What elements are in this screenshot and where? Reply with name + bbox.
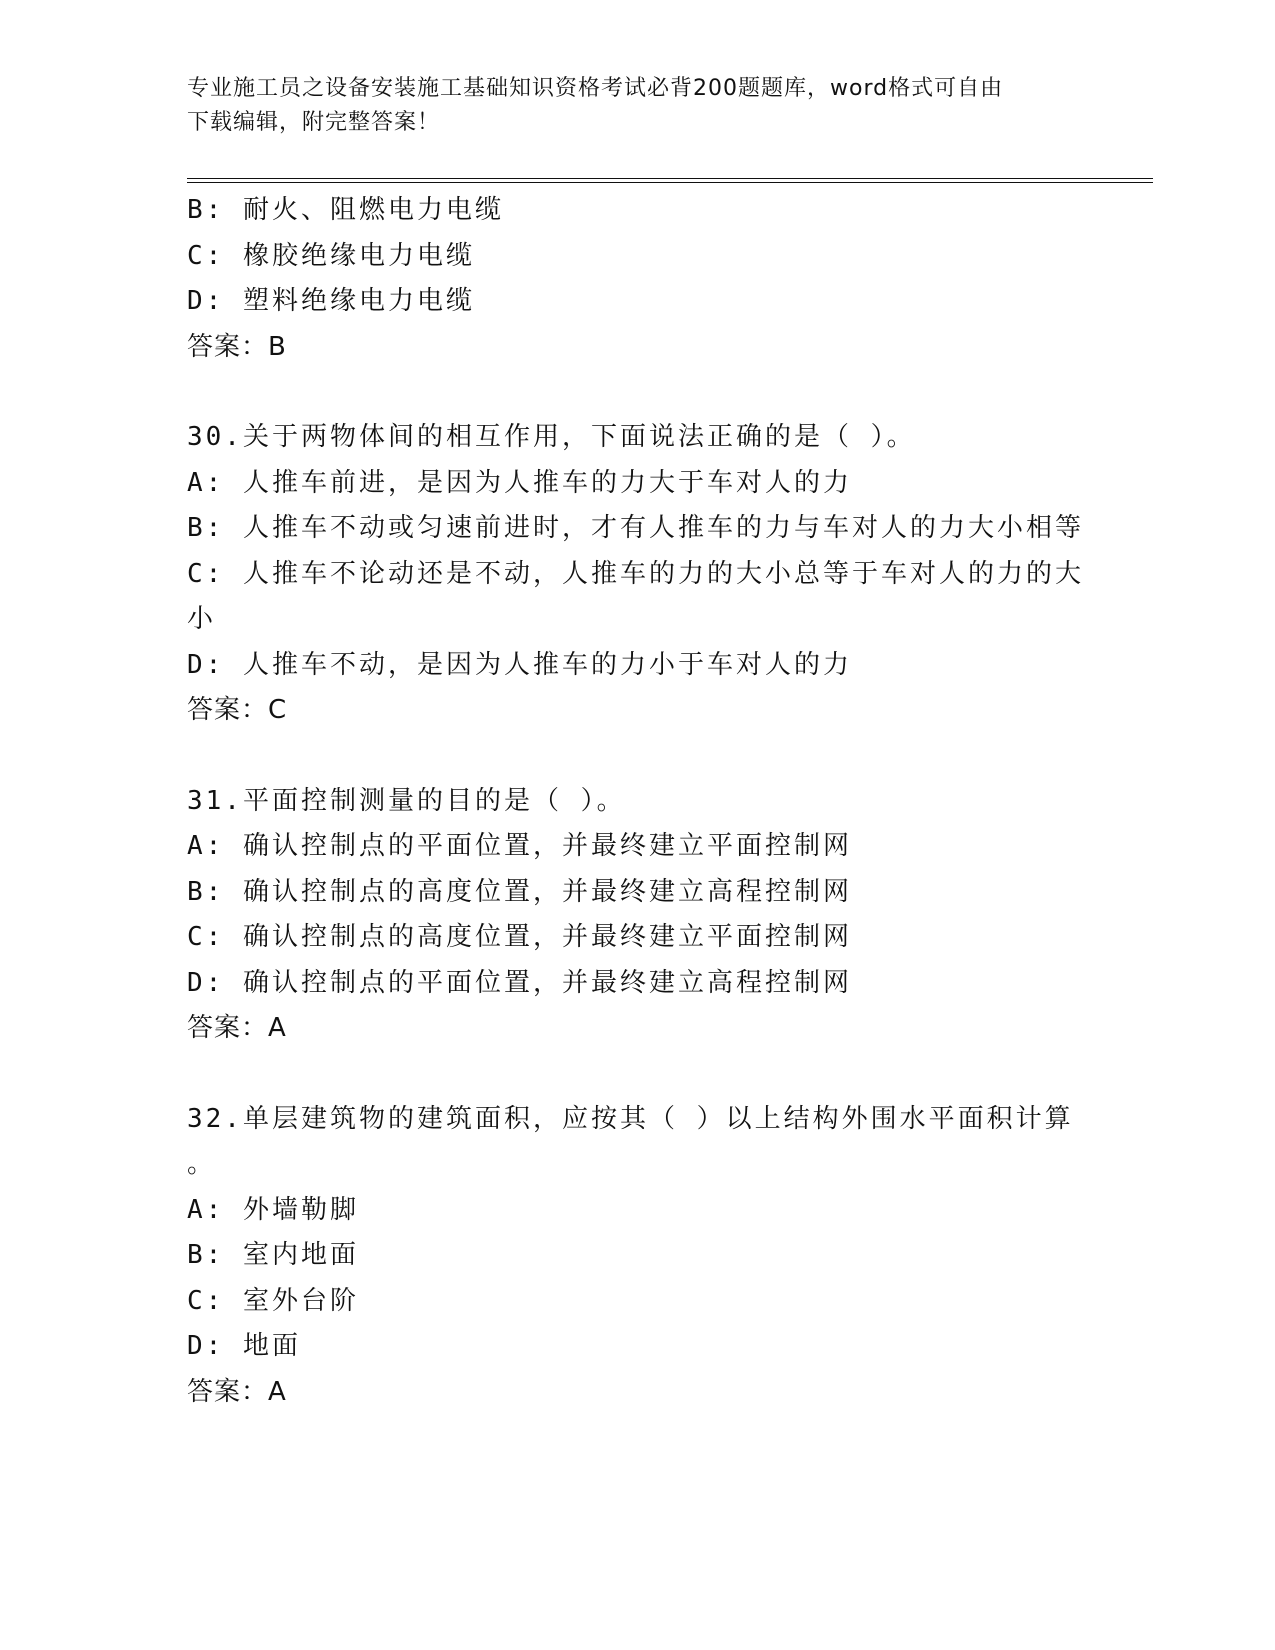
question-stem-continued: 。	[187, 1149, 217, 1179]
answer-label: 答案：B	[187, 331, 287, 362]
header-divider-top	[187, 178, 1153, 179]
option-c: C: 室外台阶	[187, 1285, 359, 1316]
option-d: D: 地面	[187, 1331, 301, 1361]
header-title-line-1: 专业施工员之设备安装施工基础知识资格考试必背200题题库，word格式可自由	[187, 76, 1004, 101]
option-a: A: 外墙勒脚	[187, 1194, 359, 1225]
answer-label: 答案：A	[187, 1376, 287, 1407]
option-c-continued: 小	[187, 604, 217, 634]
option-b: B: 人推车不动或匀速前进时，才有人推车的力与车对人的力大小相等	[187, 513, 1084, 543]
option-d: D: 塑料绝缘电力电缆	[187, 286, 475, 316]
question-block-29	[187, 188, 1087, 370]
option-d: D: 人推车不动，是因为人推车的力小于车对人的力	[187, 649, 852, 680]
option-d: D: 确认控制点的平面位置，并最终建立高程控制网	[187, 967, 852, 998]
option-b: B: 耐火、阻燃电力电缆	[187, 195, 504, 225]
option-a: A: 确认控制点的平面位置，并最终建立平面控制网	[187, 831, 852, 861]
question-block-31	[187, 779, 1087, 1052]
option-b: B: 室内地面	[187, 1240, 359, 1270]
header-title-line-2: 下载编辑，附完整答案！	[187, 110, 441, 135]
question-stem: 30.关于两物体间的相互作用，下面说法正确的是（ ）。	[187, 422, 916, 452]
option-c: C: 人推车不论动还是不动，人推车的力的大小总等于车对人的力的大	[187, 558, 1084, 589]
question-stem: 32.单层建筑物的建筑面积，应按其（ ）以上结构外围水平面积计算	[187, 1103, 1074, 1134]
option-c: C: 橡胶绝缘电力电缆	[187, 240, 475, 271]
option-a: A: 人推车前进，是因为人推车的力大于车对人的力	[187, 467, 852, 498]
option-c: C: 确认控制点的高度位置，并最终建立平面控制网	[187, 922, 852, 952]
question-stem: 31.平面控制测量的目的是（ ）。	[187, 785, 626, 816]
answer-label: 答案：C	[187, 695, 288, 725]
header-divider-bottom	[187, 182, 1153, 183]
document-header	[187, 72, 1087, 140]
answer-label: 答案：A	[187, 1013, 287, 1043]
question-list	[187, 188, 1087, 1460]
question-block-30	[187, 415, 1087, 734]
option-b: B: 确认控制点的高度位置，并最终建立高程控制网	[187, 876, 852, 907]
question-block-32	[187, 1097, 1087, 1416]
